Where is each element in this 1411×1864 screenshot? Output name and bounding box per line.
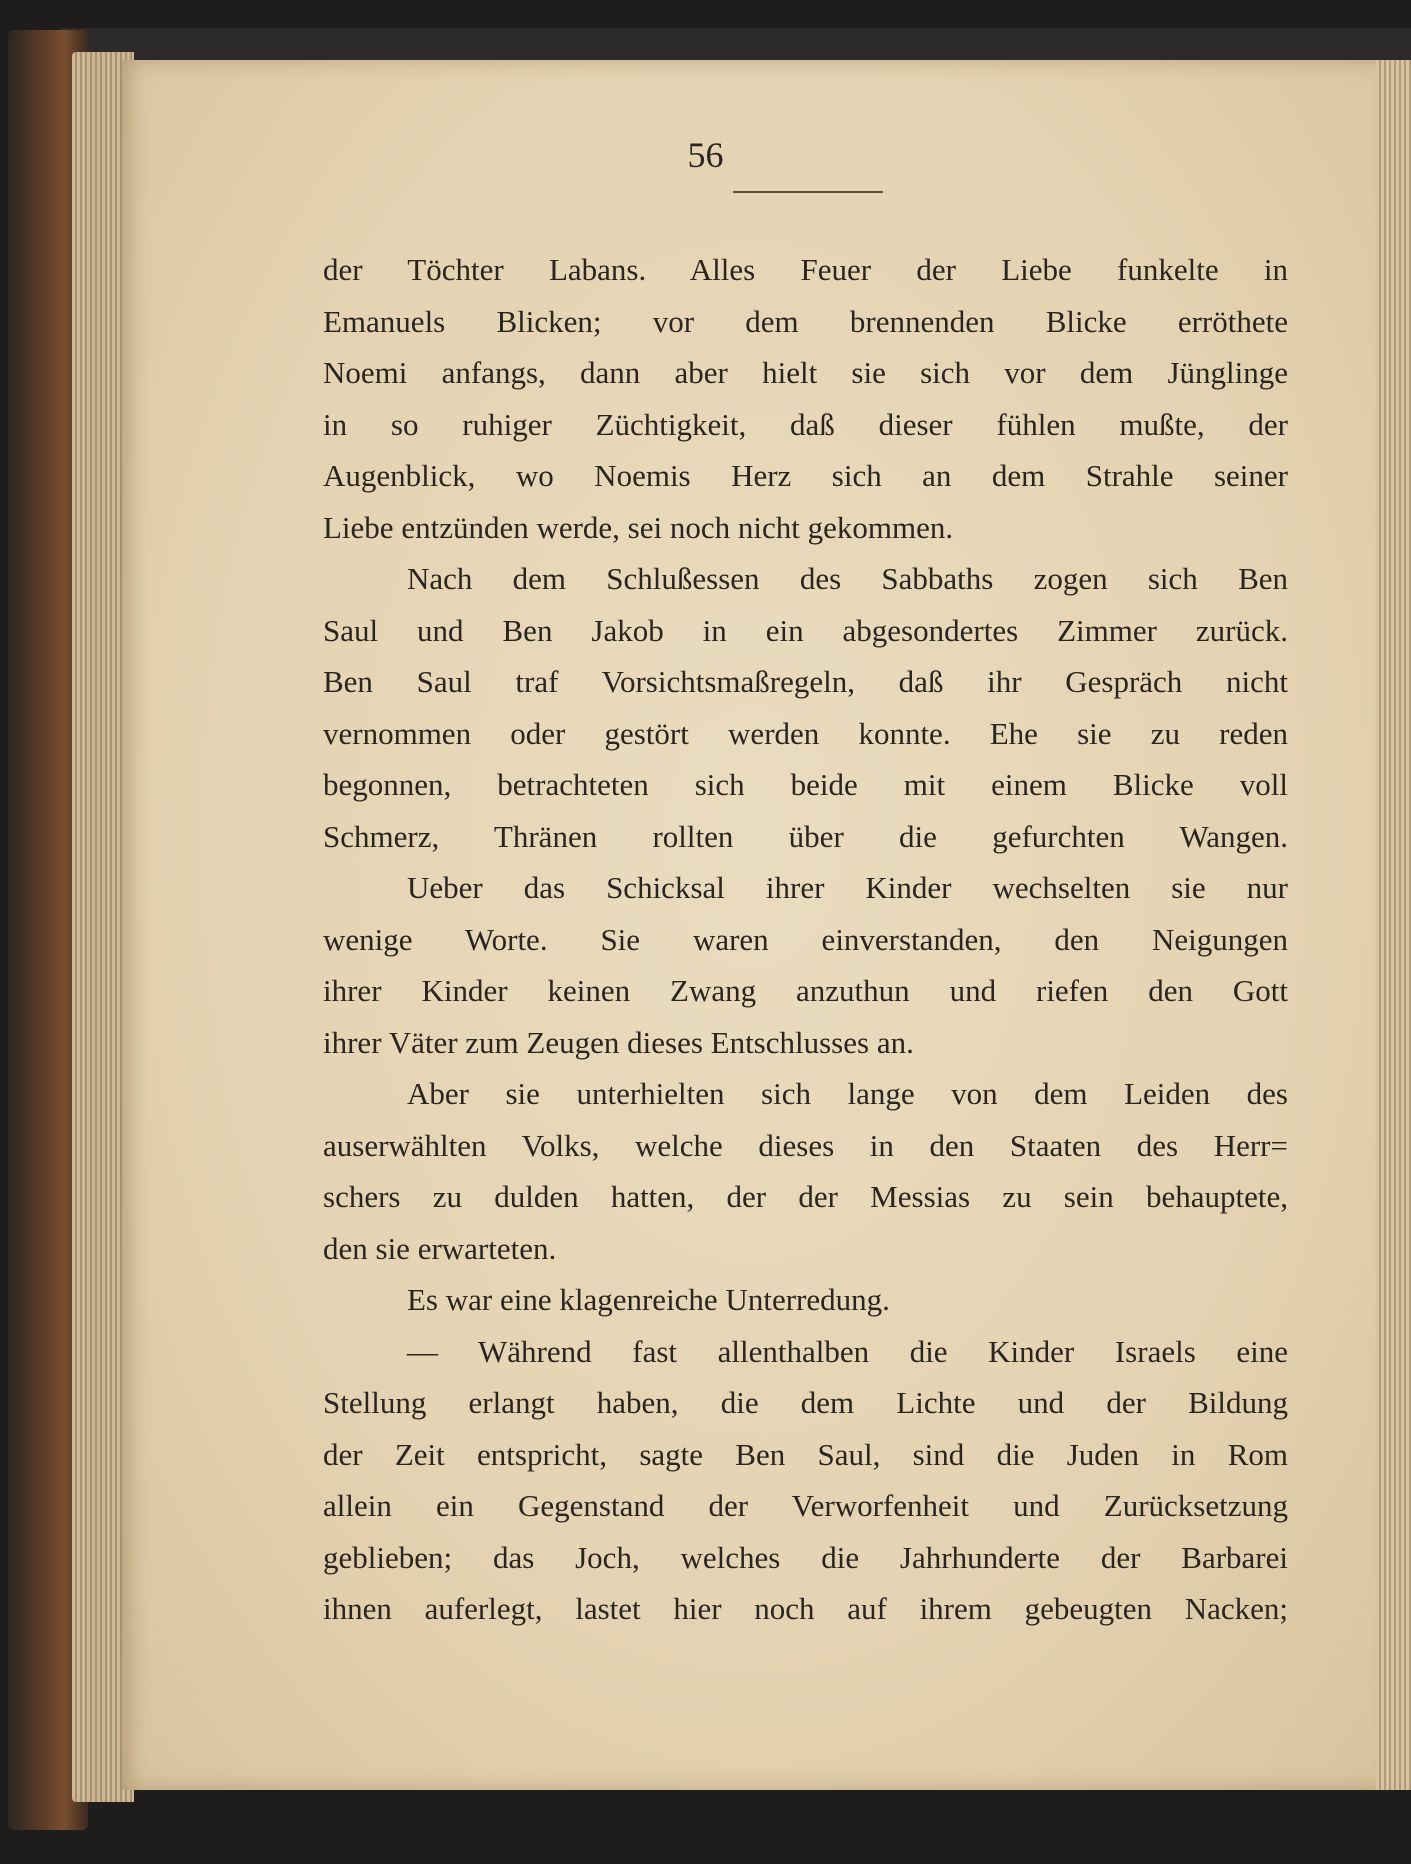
text-line: auserwählten Volks, welche dieses in den Staaten des Herr= xyxy=(323,1127,1288,1163)
text-line: ihrer Kinder keinen Zwang anzuthun und riefen den Gott xyxy=(323,973,1288,1008)
text-line: Aber sie unterhielten sich lange von dem Leiden des xyxy=(407,1076,1288,1111)
text-line: Noemi anfangs, dann aber hielt sie sich vor dem Jünglinge xyxy=(323,355,1288,390)
text-line: schers zu dulden hatten, der der Messias zu sein behauptete, xyxy=(323,1179,1288,1214)
text-line: Saul und Ben Jakob in ein abgesondertes Zimmer zurück. xyxy=(323,612,1288,648)
text-line: in so ruhiger Züchtigkeit, daß dieser fühlen mußte, der xyxy=(323,406,1288,442)
text-line: Es war eine klagenreiche Unterredung. xyxy=(407,1282,890,1317)
text-line: wenige Worte. Sie waren einverstanden, den Neigungen xyxy=(323,921,1288,957)
text-line: begonnen, betrachteten sich beide mit einem Blicke voll xyxy=(323,767,1288,802)
text-line: Ueber das Schicksal ihrer Kinder wechselten sie nur xyxy=(407,870,1288,905)
page-number: 56 xyxy=(687,135,724,175)
text-line: Liebe entzünden werde, sei noch nicht gekommen. xyxy=(323,509,954,545)
text-line: geblieben; das Joch, welches die Jahrhunderte der Barbarei xyxy=(323,1539,1288,1575)
text-line: Emanuels Blicken; vor dem brennenden Blicke erröthete xyxy=(323,303,1288,339)
text-line: Schmerz, Thränen rollten über die gefurchten Wangen. xyxy=(323,818,1288,854)
text-line: allein ein Gegenstand der Verworfenheit und Zurücksetzung xyxy=(323,1488,1288,1523)
body-text xyxy=(323,244,1288,1635)
text-line: der Zeit entspricht, sagte Ben Saul, sind die Juden in Rom xyxy=(323,1436,1288,1472)
text-line: — Während fast allenthalben die Kinder Israels eine xyxy=(407,1333,1288,1369)
text-line: Stellung erlangt haben, die dem Lichte und der Bildung xyxy=(323,1385,1288,1420)
text-line: Ben Saul traf Vorsichtsmaßregeln, daß ihr Gespräch nicht xyxy=(323,664,1288,699)
text-line: den sie erwarteten. xyxy=(323,1230,557,1266)
text-line: der Töchter Labans. Alles Feuer der Liebe funkelte in xyxy=(323,252,1288,287)
text-line: ihrer Väter zum Zeugen dieses Entschlusses an. xyxy=(323,1024,914,1060)
text-line: vernommen oder gestört werden konnte. Ehe sie zu reden xyxy=(323,715,1288,751)
header-rule xyxy=(733,191,883,193)
page-edges-right xyxy=(1376,60,1411,1790)
text-line: Augenblick, wo Noemis Herz sich an dem Strahle seiner xyxy=(323,458,1288,493)
text-line: Nach dem Schlußessen des Sabbaths zogen sich Ben xyxy=(407,561,1288,596)
text-line: ihnen auferlegt, lastet hier noch auf ihrem gebeugten Nacken; xyxy=(323,1591,1288,1626)
